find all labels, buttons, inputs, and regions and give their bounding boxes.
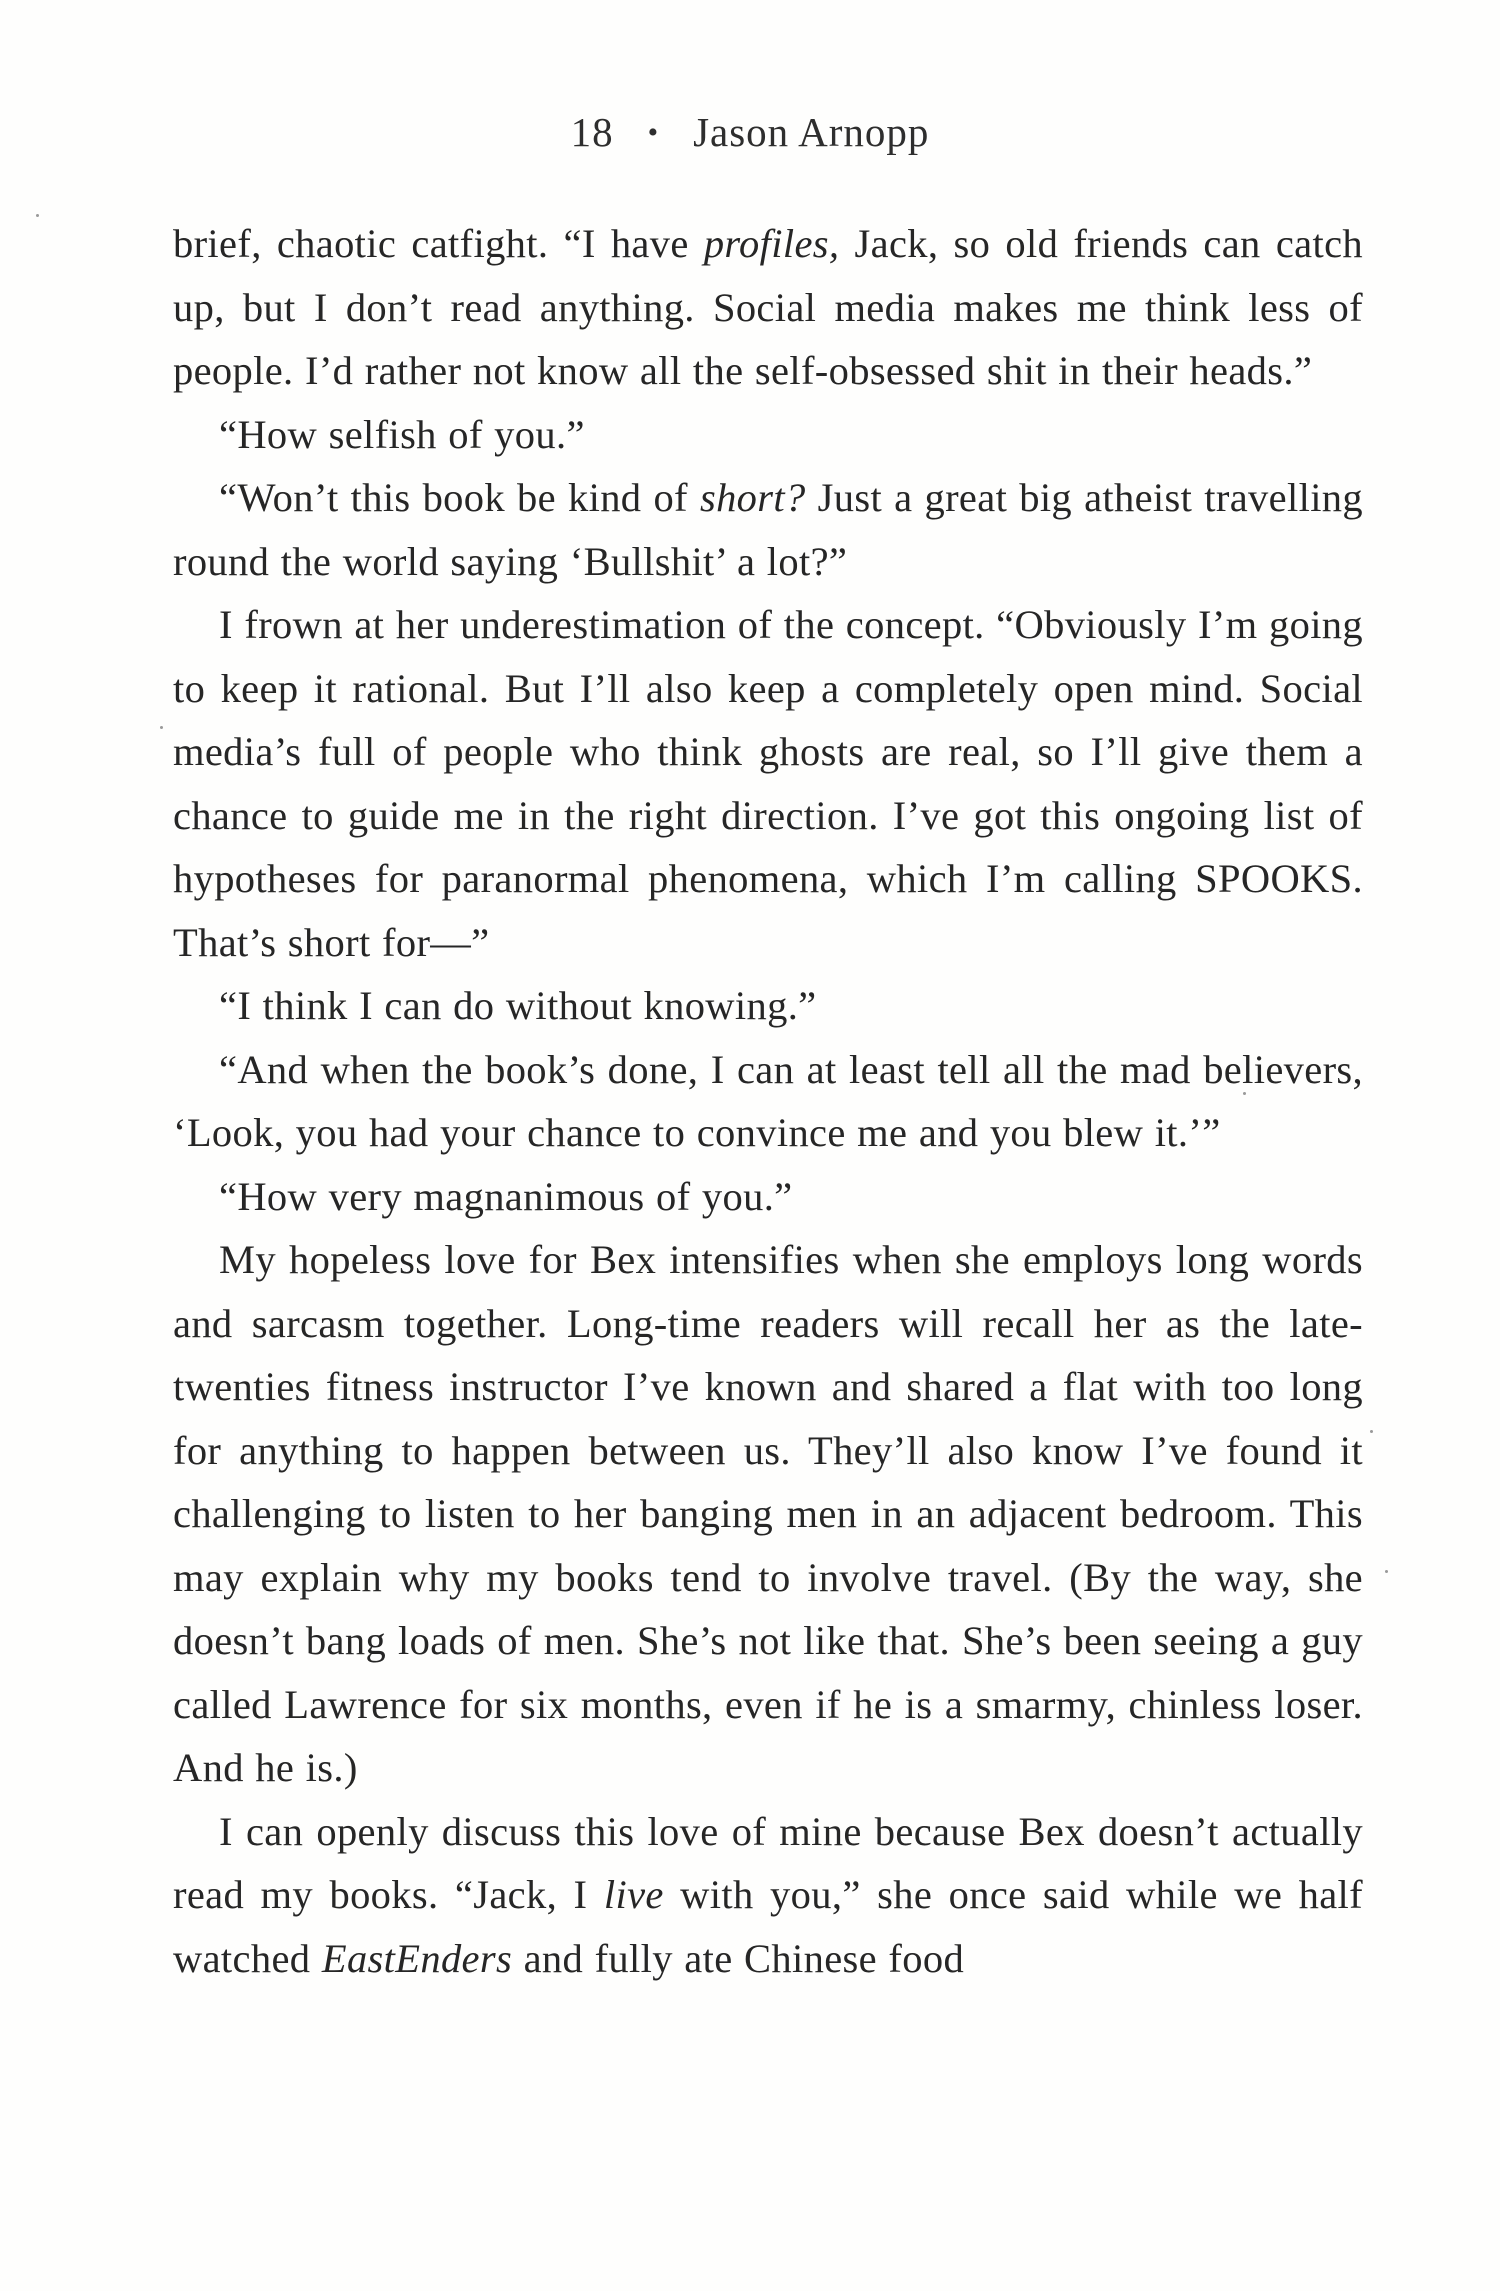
paper-speck	[1370, 1430, 1373, 1433]
text-run: Just a great big atheist travelling round the world saying ‘Bullshit’ a lot?”	[173, 475, 1363, 584]
italic-text: EastEnders	[321, 1935, 513, 1981]
text-run: “How selfish of you.”	[219, 411, 585, 457]
text-run: My hopeless love for Bex intensifies when she employs long words and sarcasm together. Long-time readers will recall her as the late-twenties fitness instructor I’ve known and shared a flat with too long for anything to happen between us. They’ll also know I’ve found it challenging to listen to her banging men in an adjacent bedroom. This may explain why my books tend to involve travel. (By the way, she doesn’t bang loads of men. She’s not like that. She’s been seeing a guy called Lawrence for six months, even if he is a smarmy, chinless loser. And he is.)	[173, 1237, 1363, 1790]
text-run: “How very magnanimous of you.”	[219, 1173, 793, 1219]
running-header	[0, 108, 1500, 156]
text-run: with you,” she once said while we half watched	[173, 1872, 1363, 1981]
paragraph	[173, 974, 1363, 1038]
paragraph	[173, 593, 1363, 974]
text-run: “And when the book’s done, I can at least tell all the mad believers, ‘Look, you had your chance to convince me and you blew it.’”	[173, 1046, 1363, 1155]
text-run: brief, chaotic catfight. “I have	[173, 221, 704, 266]
italic-text: short?	[699, 475, 806, 520]
text-run: I can openly discuss this love of mine because Bex doesn’t actually read my books. “Jack, I	[173, 1808, 1363, 1917]
italic-text: live	[603, 1872, 664, 1917]
text-run: and fully ate Chinese food	[512, 1935, 965, 1981]
text-run: “Won’t this book be kind of	[219, 475, 700, 520]
paper-speck	[1385, 1570, 1388, 1573]
paragraph	[173, 1038, 1363, 1165]
paragraph	[173, 1228, 1363, 1800]
paragraph	[173, 466, 1363, 593]
paper-speck	[36, 214, 39, 217]
paper-speck	[1243, 1092, 1246, 1095]
paragraph	[173, 403, 1363, 467]
author-name: Jason Arnopp	[693, 109, 930, 155]
text-run: “I think I can do without knowing.”	[219, 983, 817, 1028]
italic-text: profiles,	[703, 221, 840, 266]
paragraph	[173, 1165, 1363, 1229]
page-number: 18	[570, 109, 614, 155]
body-text	[173, 212, 1363, 1990]
text-run: I frown at her underestimation of the concept. “Obviously I’m going to keep it rational. But I’ll also keep a completely open mind. Social media’s full of people who think ghosts are real, so I’ll give them a chance to guide me in the right direction. I’ve got this ongoing list of hypotheses for paranormal phenomena, which I’m calling SPOOKS. That’s short for—”	[173, 602, 1363, 965]
paragraph	[173, 212, 1363, 403]
header-separator: •	[647, 115, 660, 149]
text-run: Jack, so old friends can catch up, but I don’t read anything. Social media makes me think less of people. I’d rather not know all the self-obsessed shit in their heads.”	[173, 221, 1363, 393]
paper-speck	[160, 726, 163, 729]
paragraph	[173, 1800, 1363, 1991]
